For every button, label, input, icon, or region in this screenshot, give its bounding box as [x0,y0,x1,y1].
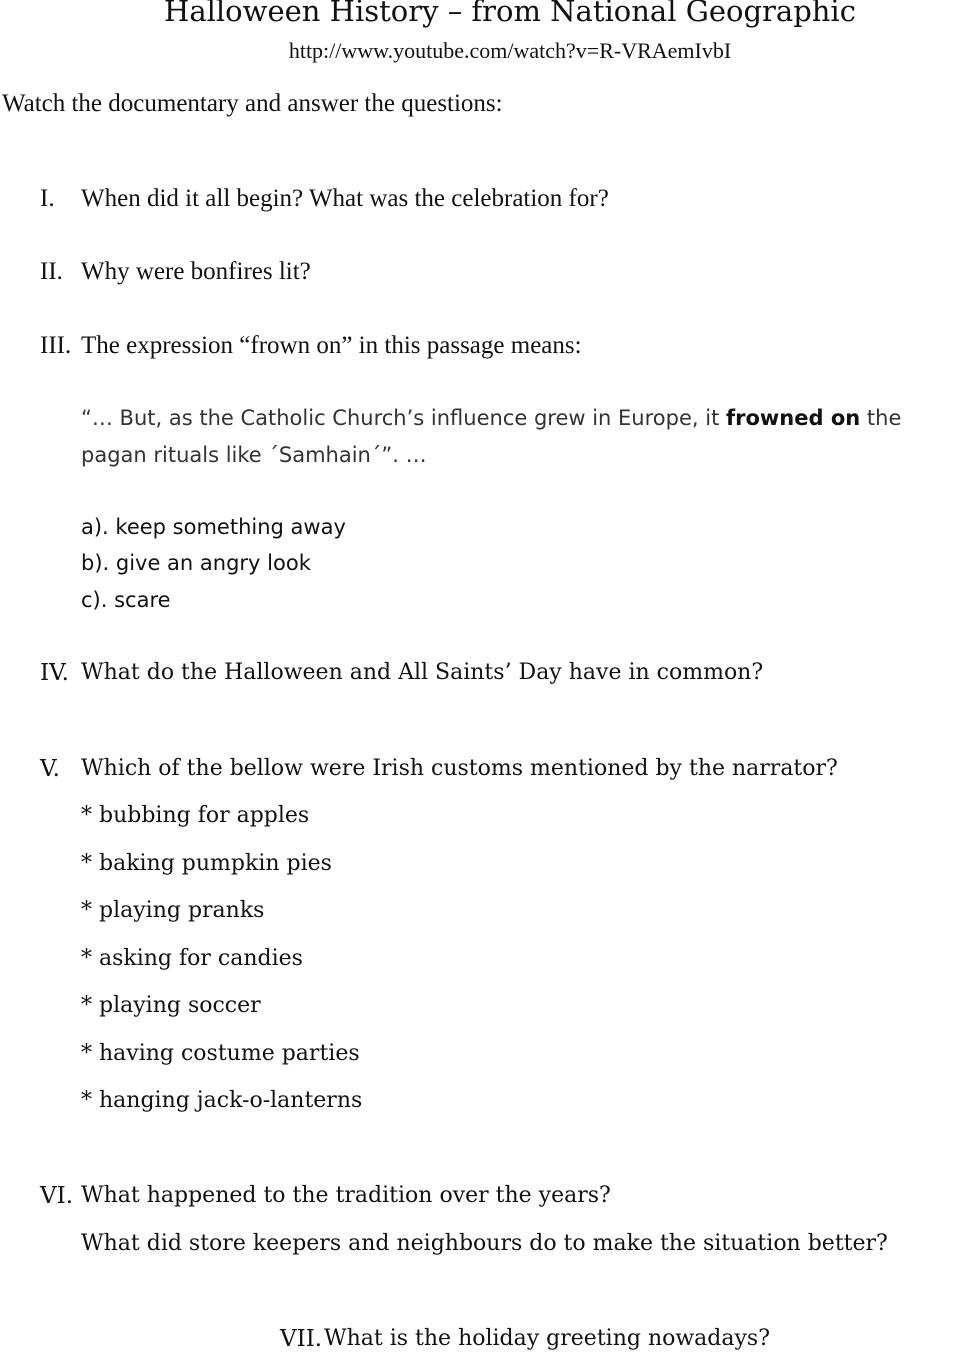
custom-item: * hanging jack-o-lanterns [81,1088,363,1113]
question-number: VI. [40,1183,74,1209]
question-5 [0,756,960,790]
question-text: What happened to the tradition over the years? [81,1183,611,1208]
custom-item: * baking pumpkin pies [81,851,332,876]
question-number: IV. [40,660,69,686]
question-2 [0,258,960,292]
option-b: b). give an angry look [81,551,311,575]
option-a: a). keep something away [81,515,346,539]
document-title: Halloween History – from National Geographic [164,0,856,28]
custom-item: * playing soccer [81,993,261,1018]
question-7 [0,1326,960,1360]
question-3 [0,332,960,366]
passage-bold-phrase: frowned on [725,406,861,430]
question-1 [0,185,960,219]
question-text: Which of the bellow were Irish customs mentioned by the narrator? [81,756,838,781]
custom-item: * playing pranks [81,898,265,923]
question-text: What is the holiday greeting nowadays? [324,1326,771,1351]
question-4 [0,660,960,694]
passage-line-2: pagan rituals like ´Samhain´”. … [81,443,427,467]
video-url: http://www.youtube.com/watch?v=R-VRAemIvbI [288,38,732,63]
question-number: I. [40,185,55,212]
question-text: The expression “frown on” in this passage means: [81,332,582,359]
custom-item: * asking for candies [81,946,303,971]
question-number: III. [40,332,72,359]
passage-line-1 [81,406,901,430]
question-text: When did it all begin? What was the celebration for? [81,185,609,212]
question-number: II. [40,258,63,285]
question-number: VII. [280,1326,323,1352]
question-6-followup: What did store keepers and neighbours do to make the situation better? [81,1231,888,1256]
instructions: Watch the documentary and answer the questions: [2,90,503,117]
question-text: Why were bonfires lit? [81,258,311,285]
passage-text: “… But, as the Catholic Church’s influence grew in Europe, it [81,406,726,430]
question-6 [0,1183,960,1217]
question-number: V. [40,756,60,782]
question-text: What do the Halloween and All Saints’ Day have in common? [81,660,764,685]
custom-item: * having costume parties [81,1041,360,1066]
custom-item: * bubbing for apples [81,803,310,828]
passage-text-end: the [860,406,902,430]
option-c: c). scare [81,588,171,612]
